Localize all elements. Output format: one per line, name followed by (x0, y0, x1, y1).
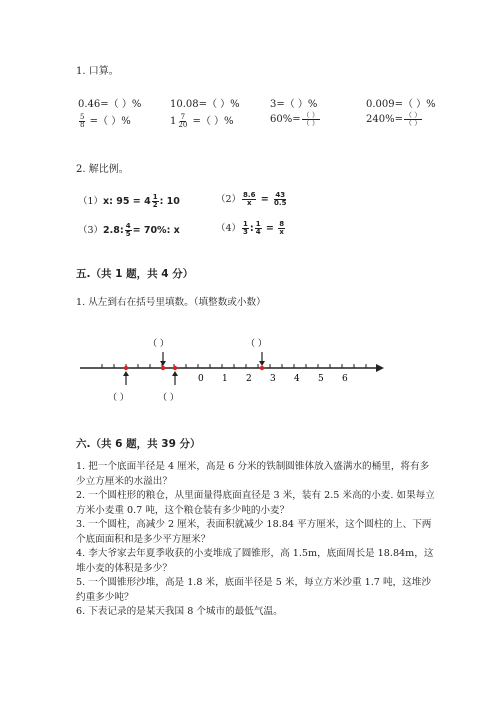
section-6-question-2: 2. 一个圆柱形的粮仓，从里面量得底面直径是 3 米，装有 2.5 米高的小麦. 如果每立方米小麦重 0.7 吨，这个粮仓装有多少吨的小麦？ (76, 490, 435, 516)
q1-item-5: $\frac{5}{8}$ =（ ）% (80, 113, 131, 129)
q2-item-2: （2） $\frac{8.6}{x}$ = $\frac{43}{0.5}$ (216, 191, 287, 207)
tick-label-1: 1 (222, 374, 228, 384)
section-6-question-5: 5. 一个圆锥形沙堆，高是 1.8 米，底面半径是 5 米，每立方米沙重 1.7 吨，这堆沙约重多少吨？ (76, 577, 431, 603)
number-line-figure (70, 328, 390, 408)
arrow-down-icon (259, 361, 265, 366)
q1-item-8: 240%= $\frac{( )}{( )}$ (366, 111, 422, 127)
q2-title: 2. 解比例。 (76, 164, 129, 175)
blank-bottom-2: （ ） (158, 393, 179, 403)
fraction: $\frac{1}{3}$ (243, 220, 248, 236)
q1-item-1: 0.46=（ ）% (78, 99, 142, 110)
fraction: $\frac{8.6}{x}$ (243, 191, 256, 207)
fraction: $\frac{( )}{( )}$ (302, 111, 319, 127)
fraction: $\frac{1}{2}$ (152, 193, 158, 209)
red-point (161, 366, 165, 370)
fraction: $\frac{4}{5}$ (125, 222, 131, 238)
blank-bottom-1: （ ） (108, 393, 129, 403)
q1-item-7: 60%= $\frac{( )}{( )}$ (270, 111, 319, 127)
arrow-up-icon (123, 371, 129, 376)
q1-item-3: 3=（ ）% (270, 99, 318, 110)
fraction: $\frac{43}{0.5}$ (274, 191, 287, 207)
q2-item-3: （3）2.8: $\frac{4}{5}$ = 70%: x (78, 222, 180, 238)
arrow-head-icon (376, 364, 384, 372)
section-6-header: 六.（共 6 题，共 39 分） (76, 438, 201, 450)
q1-item-2: 10.08=（ ）% (170, 99, 240, 110)
q1-title: 1. 口算。 (76, 66, 119, 77)
section-6-question-4: 4. 李大爷家去年夏季收获的小麦堆成了圆锥形，高 1.5m，底面周长是 18.84m，这堆小麦的体积是多少？ (76, 548, 434, 574)
section-5-question: 1. 从左到右在括号里填数。（填整数或小数） (76, 297, 266, 308)
tick-label-2: 2 (246, 374, 252, 384)
red-point (260, 366, 264, 370)
red-point (173, 366, 177, 370)
fraction: $\frac{1}{4}$ (255, 220, 261, 236)
blank-top-2: （ ） (246, 339, 267, 349)
q1-item-4: 0.009=（ ）% (366, 99, 436, 110)
section-6-question-3: 3. 一个圆柱，高减少 2 厘米，表面积就减少 18.84 平方厘米，这个圆柱的上、下两个底面面积和是多少平方厘米？ (76, 519, 432, 545)
arrow-up-icon (172, 371, 178, 376)
q2-item-4: （4） $\frac{1}{3}$ : $\frac{1}{4}$ = $\frac{8}{x}$ (216, 220, 285, 236)
tick-label-6: 6 (342, 374, 348, 384)
tick-label-5: 5 (318, 374, 324, 384)
tick-label-4: 4 (294, 374, 300, 384)
fraction: $\frac{7}{20}$ (178, 113, 188, 129)
tick-label-3: 3 (270, 374, 276, 384)
red-point (124, 366, 128, 370)
section-6-question-6: 6. 下表记录的是某天我国 8 个城市的最低气温。 (76, 606, 283, 617)
fraction: $\frac{5}{8}$ (80, 113, 85, 129)
fraction: $\frac{( )}{( )}$ (404, 111, 422, 127)
arrow-down-icon (160, 361, 166, 366)
section-6-question-1: 1. 把一个底面半径是 4 厘米，高是 6 分米的铁制圆锥体放入盛满水的桶里，将有多少立方厘米的水溢出？ (76, 461, 430, 487)
blank-top-1: （ ） (148, 339, 169, 349)
q1-item-6: 1 $\frac{7}{20}$ =（ ）% (170, 113, 234, 129)
tick-label-0: 0 (198, 374, 204, 384)
fraction: $\frac{8}{x}$ (279, 220, 285, 236)
q2-item-1: （1）x: 95 = 4 $\frac{1}{2}$ : 10 (78, 193, 180, 209)
section-5-header: 五.（共 1 题，共 4 分） (76, 268, 194, 280)
